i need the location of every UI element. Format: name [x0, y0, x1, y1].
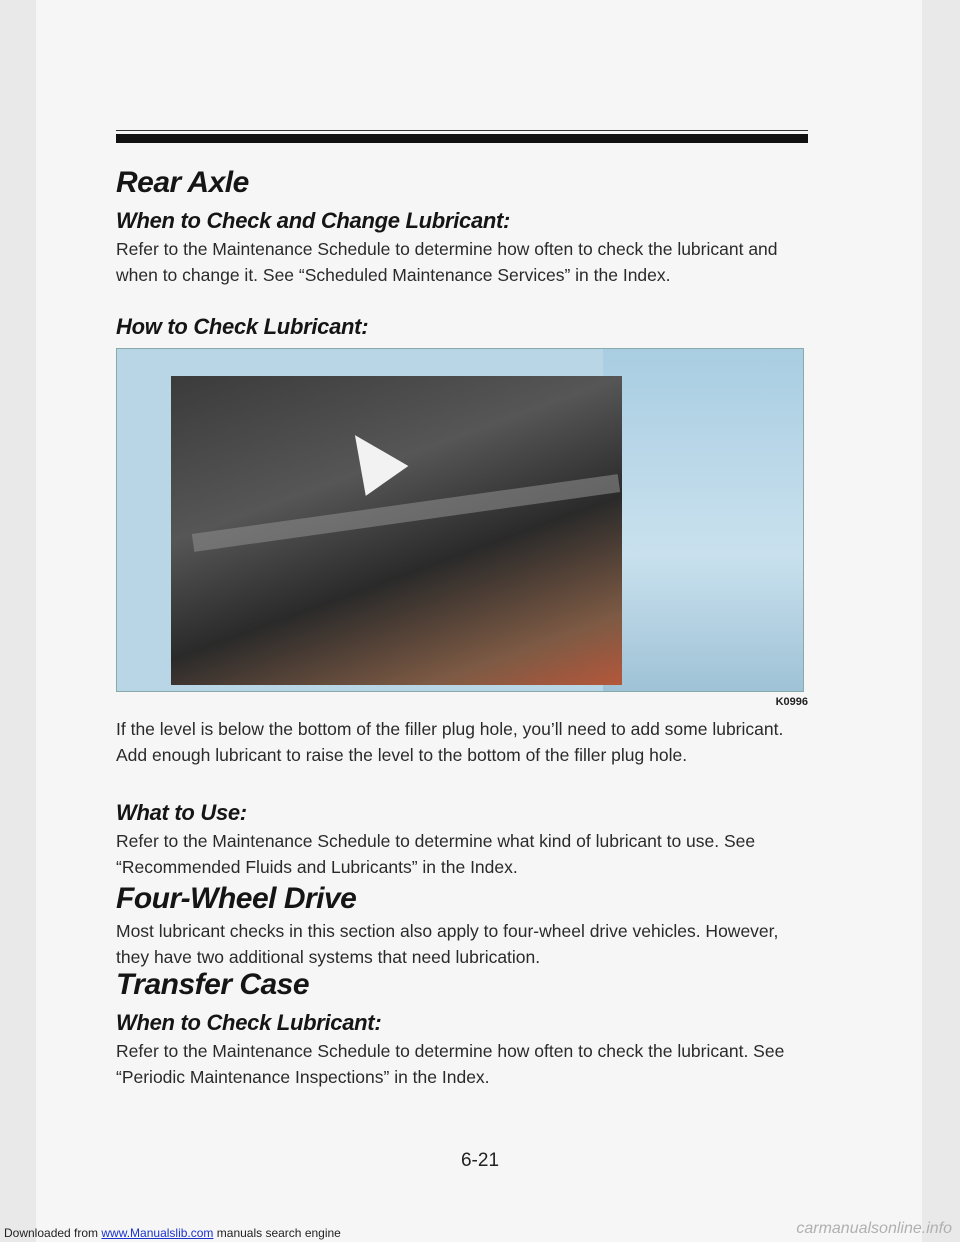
- when-to-check-text: Refer to the Maintenance Schedule to determine how often to check the lubricant. See “Periodic Maintenance Inspections” in the Index.: [116, 1041, 785, 1087]
- download-footer: [4, 1226, 341, 1240]
- rear-axle-heading: Rear Axle: [116, 166, 249, 199]
- transfer-case-heading: Transfer Case: [116, 968, 310, 1001]
- axle-housing-shape: [192, 474, 620, 552]
- figure-code: K0996: [775, 696, 808, 708]
- four-wheel-drive-text: Most lubricant checks in this section also apply to four-wheel drive vehicles. However, they have two additional systems that need lubrication.: [116, 921, 779, 967]
- what-to-use-heading: What to Use:: [116, 800, 247, 825]
- figure-background: [603, 349, 803, 691]
- footer-prefix: Downloaded from: [4, 1226, 102, 1240]
- what-to-use-text: Refer to the Maintenance Schedule to determine what kind of lubricant to use. See “Recommended Fluids and Lubricants” in the Index.: [116, 831, 756, 877]
- arrow-icon: [334, 420, 409, 496]
- level-text: If the level is below the bottom of the filler plug hole, you’ll need to add some lubricant. Add enough lubricant to raise the level to the bottom of the filler plug hole.: [116, 719, 784, 765]
- rear-axle-figure: [116, 348, 804, 692]
- footer-suffix: manuals search engine: [213, 1226, 341, 1240]
- rear-axle-photo: [171, 376, 622, 685]
- manualslib-link[interactable]: www.Manualslib.com: [101, 1226, 214, 1240]
- header-rule: [116, 134, 808, 143]
- page-number: 6-21: [460, 1150, 500, 1171]
- when-to-check-and-change-text: Refer to the Maintenance Schedule to determine how often to check the lubricant and when to change it. See “Scheduled Maintenance Services” in the Index.: [116, 239, 778, 285]
- four-wheel-drive-heading: Four-Wheel Drive: [116, 882, 357, 915]
- when-to-check-and-change-heading: When to Check and Change Lubricant:: [116, 208, 511, 233]
- when-to-check-heading: When to Check Lubricant:: [116, 1010, 382, 1035]
- watermark: carmanualsonline.info: [796, 1220, 952, 1237]
- how-to-check-heading: How to Check Lubricant:: [116, 314, 369, 339]
